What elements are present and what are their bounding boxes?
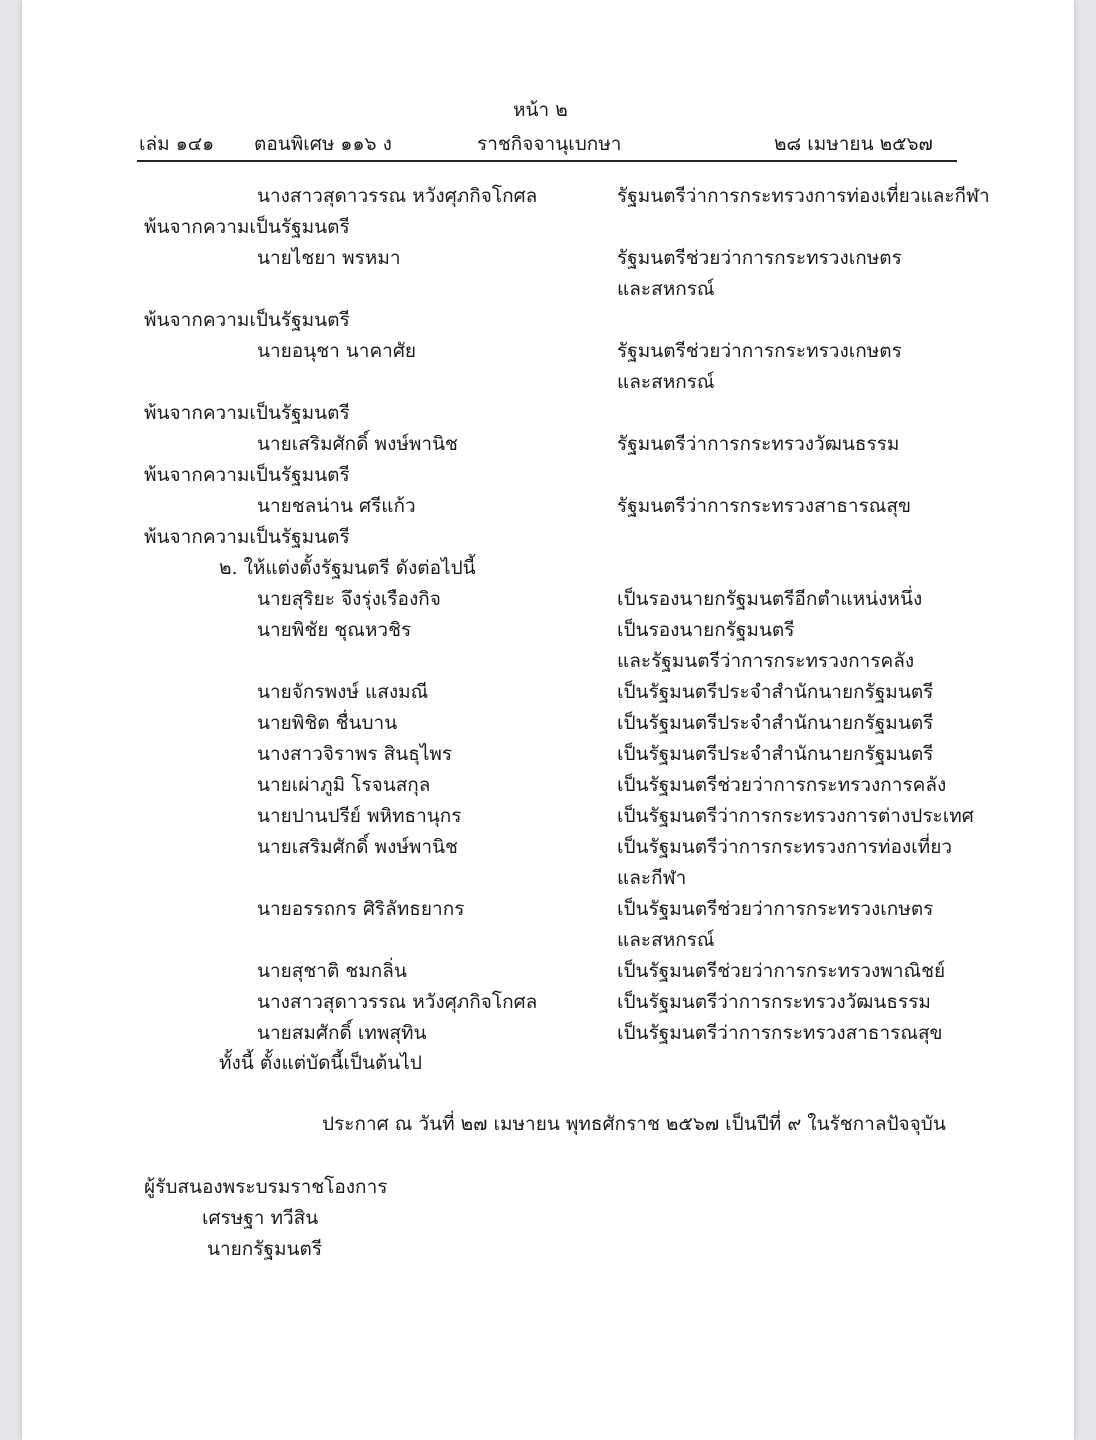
publication-date: ๒๘ เมษายน ๒๕๖๗: [774, 133, 933, 155]
signatory-title: นายกรัฐมนตรี: [207, 1238, 323, 1260]
minister-position: รัฐมนตรีว่าการกระทรวงสาธารณสุข: [617, 495, 911, 517]
publication-title: ราชกิจจานุเบกษา: [477, 133, 622, 155]
appointee-name: นายอรรถกร ศิริลัทธยากร: [257, 898, 465, 920]
appointee-position: เป็นรัฐมนตรีประจำสำนักนายกรัฐมนตรี: [617, 743, 934, 765]
appointee-position-cont: และสหกรณ์: [617, 929, 715, 951]
minister-position: รัฐมนตรีว่าการกระทรวงการท่องเที่ยวและกีฬา: [617, 185, 990, 207]
minister-position: รัฐมนตรีว่าการกระทรวงวัฒนธรรม: [617, 433, 900, 455]
appointee-position-cont: และรัฐมนตรีว่าการกระทรวงการคลัง: [617, 650, 915, 672]
minister-position-cont: และสหกรณ์: [617, 278, 715, 300]
page-number: หน้า ๒: [513, 99, 568, 121]
section-two-heading: ๒. ให้แต่งตั้งรัฐมนตรี ดังต่อไปนี้: [219, 557, 476, 579]
dismissal-heading: พ้นจากความเป็นรัฐมนตรี: [144, 216, 350, 238]
appointee-name: นายเผ่าภูมิ โรจนสกุล: [257, 774, 431, 796]
gazette-page: [22, 0, 1074, 1440]
header-divider: [137, 160, 957, 162]
appointee-position: เป็นรัฐมนตรีช่วยว่าการกระทรวงการคลัง: [617, 774, 947, 796]
minister-name: นายเสริมศักดิ์ พงษ์พานิช: [257, 433, 458, 455]
appointee-position: เป็นรัฐมนตรีว่าการกระทรวงการต่างประเทศ: [617, 805, 974, 827]
minister-position: รัฐมนตรีช่วยว่าการกระทรวงเกษตร: [617, 340, 902, 362]
appointee-position: เป็นรัฐมนตรีว่าการกระทรวงสาธารณสุข: [617, 1022, 943, 1044]
minister-name: นางสาวสุดาวรรณ หวังศุภกิจโกศล: [257, 185, 538, 207]
dismissal-heading: พ้นจากความเป็นรัฐมนตรี: [144, 402, 350, 424]
dismissal-heading: พ้นจากความเป็นรัฐมนตรี: [144, 464, 350, 486]
appointee-position-cont: และกีฬา: [617, 867, 687, 889]
appointee-name: นายปานปรีย์ พหิทธานุกร: [257, 805, 462, 827]
appointee-position: เป็นรัฐมนตรีประจำสำนักนายกรัฐมนตรี: [617, 712, 934, 734]
appointee-name: นายเสริมศักดิ์ พงษ์พานิช: [257, 836, 458, 858]
announcement-date: ประกาศ ณ วันที่ ๒๗ เมษายน พุทธศักราช ๒๕๖๗ เป็นปีที่ ๙ ในรัชกาลปัจจุบัน: [322, 1113, 946, 1135]
appointee-name: นายพิชิต ชื่นบาน: [257, 712, 398, 734]
minister-name: นายไชยา พรหมา: [257, 247, 401, 269]
appointee-position: เป็นรองนายกรัฐมนตรีอีกตำแหน่งหนึ่ง: [617, 588, 923, 610]
dismissal-heading: พ้นจากความเป็นรัฐมนตรี: [144, 526, 350, 548]
appointee-name: นายสมศักดิ์ เทพสุทิน: [257, 1022, 427, 1044]
appointee-position: เป็นรองนายกรัฐมนตรี: [617, 619, 795, 641]
appointee-name: นางสาวสุดาวรรณ หวังศุภกิจโกศล: [257, 991, 538, 1013]
signatory-name: เศรษฐา ทวีสิน: [202, 1207, 319, 1229]
appointee-position: เป็นรัฐมนตรีว่าการกระทรวงวัฒนธรรม: [617, 991, 931, 1013]
appointee-position: เป็นรัฐมนตรีช่วยว่าการกระทรวงพาณิชย์: [617, 960, 946, 982]
appointee-name: นายสุชาติ ชมกลิ่น: [257, 960, 407, 982]
volume-number: เล่ม ๑๔๑: [139, 133, 215, 155]
appointee-name: นายพิชัย ชุณหวชิร: [257, 619, 412, 641]
minister-position-cont: และสหกรณ์: [617, 371, 715, 393]
countersign-label: ผู้รับสนองพระบรมราชโองการ: [144, 1176, 388, 1198]
appointee-name: นางสาวจิราพร สินธุไพร: [257, 743, 453, 765]
effective-clause: ทั้งนี้ ตั้งแต่บัดนี้เป็นต้นไป: [219, 1052, 422, 1074]
minister-name: นายอนุชา นาคาศัย: [257, 340, 417, 362]
minister-position: รัฐมนตรีช่วยว่าการกระทรวงเกษตร: [617, 247, 902, 269]
appointee-position: เป็นรัฐมนตรีว่าการกระทรวงการท่องเที่ยว: [617, 836, 953, 858]
appointee-name: นายสุริยะ จึงรุ่งเรืองกิจ: [257, 588, 441, 610]
appointee-name: นายจักรพงษ์ แสงมณี: [257, 681, 429, 703]
appointee-position: เป็นรัฐมนตรีประจำสำนักนายกรัฐมนตรี: [617, 681, 934, 703]
dismissal-heading: พ้นจากความเป็นรัฐมนตรี: [144, 309, 350, 331]
special-section: ตอนพิเศษ ๑๑๖ ง: [254, 133, 392, 155]
appointee-position: เป็นรัฐมนตรีช่วยว่าการกระทรวงเกษตร: [617, 898, 934, 920]
minister-name: นายชลน่าน ศรีแก้ว: [257, 495, 416, 517]
